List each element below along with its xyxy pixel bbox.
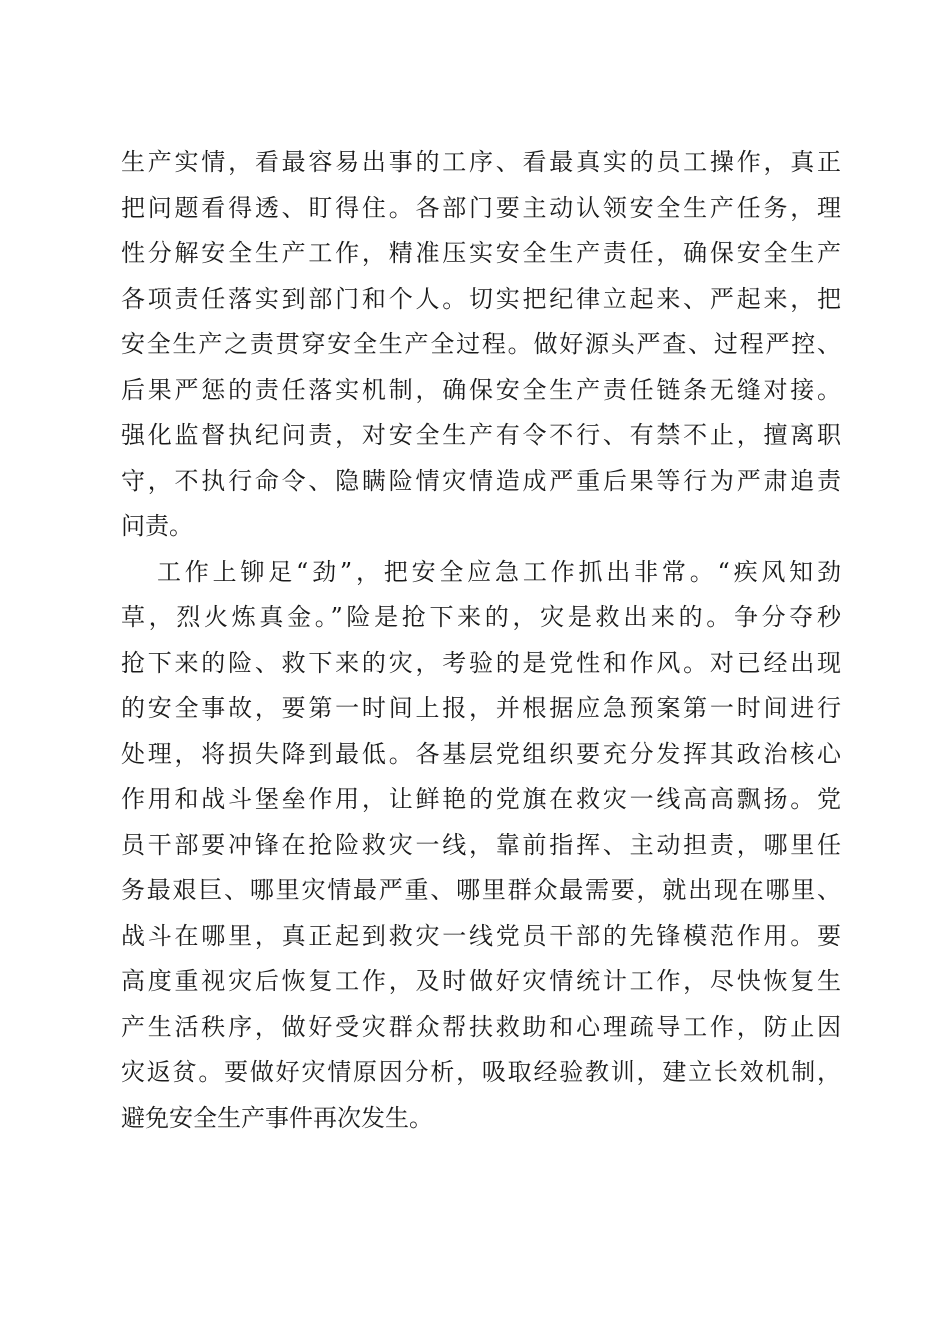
paragraph-1-line-1: 生产实情，看最容易出事的工序、看最真实的员工操作，真正 (121, 148, 841, 176)
document-body (121, 140, 841, 1141)
paragraph-1-line-6: 后果严惩的责任落实机制，确保安全生产责任链条无缝对接。 (121, 375, 841, 404)
paragraph-2-line-6: 作用和战斗堡垒作用，让鲜艳的党旗在救灾一线高高飘扬。党 (121, 785, 841, 813)
paragraph-1-line-7: 强化监督执纪问责，对安全生产有令不行、有禁不止，擅离职 (121, 421, 841, 449)
paragraph-1-line-4: 各项责任落实到部门和个人。切实把纪律立起来、严起来，把 (121, 284, 841, 313)
paragraph-1-line-5: 安全生产之责贯穿安全生产全过程。做好源头严查、过程严控、 (121, 330, 841, 358)
paragraph-2-line-10: 高度重视灾后恢复工作，及时做好灾情统计工作，尽快恢复生 (121, 967, 841, 995)
paragraph-1-line-8: 守，不执行命令、隐瞒险情灾情造成严重后果等行为严肃追责 (121, 466, 841, 495)
paragraph-1-line-3: 性分解安全生产工作，精准压实安全生产责任，确保安全生产 (121, 239, 841, 267)
paragraph-1 (121, 140, 841, 550)
paragraph-2-line-3: 抢下来的险、救下来的灾，考验的是党性和作风。对已经出现 (121, 648, 841, 677)
paragraph-2-line-5: 处理，将损失降到最低。各基层党组织要充分发挥其政治核心 (121, 739, 841, 768)
paragraph-2-line-13: 避免安全生产事件再次发生。 (121, 1103, 433, 1132)
paragraph-2-line-12: 灾返贫。要做好灾情原因分析，吸取经验教训，建立长效机制， (121, 1058, 841, 1086)
paragraph-2-line-9: 战斗在哪里，真正起到救灾一线党员干部的先锋模范作用。要 (121, 921, 841, 950)
paragraph-2-line-1: 工作上铆足“劲”，把安全应急工作抓出非常。“疾风知劲 (157, 557, 841, 586)
paragraph-2-line-4: 的安全事故，要第一时间上报，并根据应急预案第一时间进行 (121, 694, 841, 722)
paragraph-2-line-2: 草，烈火炼真金。”险是抢下来的，灾是救出来的。争分夺秒 (121, 603, 841, 631)
paragraph-2 (121, 550, 841, 1142)
paragraph-2-line-7: 员干部要冲锋在抢险救灾一线，靠前指挥、主动担责，哪里任 (121, 830, 841, 859)
paragraph-1-line-2: 把问题看得透、盯得住。各部门要主动认领安全生产任务，理 (121, 193, 841, 222)
paragraph-2-line-8: 务最艰巨、哪里灾情最严重、哪里群众最需要，就出现在哪里、 (121, 876, 841, 904)
paragraph-1-line-9: 问责。 (121, 512, 193, 540)
paragraph-2-line-11: 产生活秩序，做好受灾群众帮扶救助和心理疏导工作，防止因 (121, 1012, 841, 1041)
